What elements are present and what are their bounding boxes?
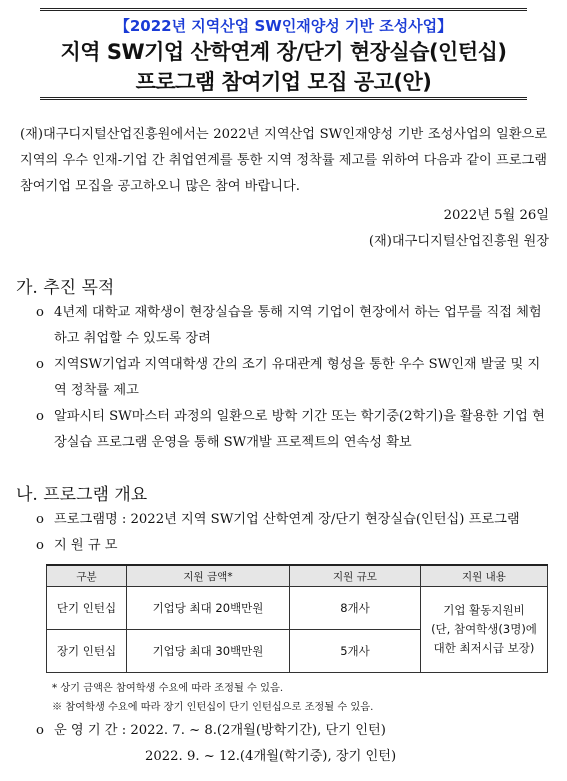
- table-header-cell: 구분: [47, 565, 127, 587]
- table-header-cell: 지원 규모: [290, 565, 421, 587]
- table-cell-content: [421, 587, 548, 673]
- table-cell-type: 단기 인턴십: [47, 587, 127, 630]
- table-cell-amount: 기업당 최대 20백만원: [127, 587, 290, 630]
- support-table: [46, 564, 548, 673]
- program-name: 프로그램명 : 2022년 지역 SW기업 산학연계 장/단기 현장실습(인턴십) 프로그램: [54, 512, 520, 527]
- page-title-line2: 프로그램 참여기업 모집 공고(안): [135, 70, 432, 94]
- section-a-title: 가. 추진 목적: [16, 278, 115, 298]
- list-item: [36, 352, 548, 404]
- support-scale-label: 지 원 규 모: [54, 538, 118, 553]
- bullet-mark: o: [36, 723, 44, 738]
- list-item: [36, 718, 548, 744]
- table-note: ※ 참여학생 수요에 따라 장기 인턴십이 단기 인턴십으로 조정될 수 있음.: [52, 702, 374, 713]
- table-cell-type: 장기 인턴십: [47, 630, 127, 673]
- bullet-mark: o: [36, 357, 44, 372]
- bullet-mark: o: [36, 305, 44, 320]
- table-cell-amount: 기업당 최대 30백만원: [127, 630, 290, 673]
- table-note: * 상기 금액은 참여학생 수요에 따라 조정될 수 있음.: [52, 683, 284, 694]
- period-line2: 2022. 9. ~ 12.(4개월(학기중), 장기 인턴): [145, 749, 397, 764]
- header-box: [40, 8, 527, 100]
- bullet-mark: o: [36, 512, 44, 527]
- intro-paragraph: (재)대구디지털산업진흥원에서는 2022년 지역산업 SW인재양성 기반 조성사업의 일환으로 지역의 우수 인재-기업 간 취업연계를 통한 지역 정착률 제고를 위하여 다음과 같이 프로그램 참여기업 모집을 공고하오니 많은 참여 바랍니다.: [20, 127, 547, 194]
- list-item: [36, 404, 548, 456]
- table-header-cell: 지원 금액*: [127, 565, 290, 587]
- announcement-date: 2022년 5월 26일: [443, 208, 549, 223]
- section-b-title: 나. 프로그램 개요: [16, 485, 148, 505]
- list-item: [36, 507, 548, 533]
- content-line: (단, 참여학생(3명)에: [431, 622, 537, 636]
- list-item: [36, 533, 548, 559]
- table-header-cell: 지원 내용: [421, 565, 548, 587]
- bullet-text: 알파시티 SW마스터 과정의 일환으로 방학 기간 또는 학기중(2학기)을 활용한 기업 현장실습 프로그램 운영을 통해 SW개발 프로젝트의 연속성 확보: [54, 409, 545, 450]
- content-line: 기업 활동지원비: [443, 603, 525, 617]
- bullet-mark: o: [36, 409, 44, 424]
- header-subtitle: 【2022년 지역산업 SW인재양성 기반 조성사업】: [114, 17, 453, 35]
- bullet-text: 4년제 대학교 재학생이 현장실습을 통해 지역 기업이 현장에서 하는 업무를 직접 체험하고 취업할 수 있도록 장려: [54, 305, 542, 346]
- page-title-line1: 지역 SW기업 산학연계 장/단기 현장실습(인턴십): [60, 40, 507, 64]
- bullet-text: 지역SW기업과 지역대학생 간의 조기 유대관계 형성을 통한 우수 SW인재 발굴 및 지역 정착률 제고: [54, 357, 541, 398]
- list-item: [36, 300, 548, 352]
- content-line: 대한 최저시급 보장): [433, 641, 535, 655]
- table-cell-scale: 8개사: [290, 587, 421, 630]
- issuer: (재)대구디지털산업진흥원 원장: [368, 234, 549, 249]
- table-header-row: [47, 565, 548, 587]
- period-line1: 운 영 기 간 : 2022. 7. ~ 8.(2개월(방학기간), 단기 인턴): [54, 723, 386, 738]
- table-row: [47, 587, 548, 630]
- bullet-mark: o: [36, 538, 44, 553]
- table-cell-scale: 5개사: [290, 630, 421, 673]
